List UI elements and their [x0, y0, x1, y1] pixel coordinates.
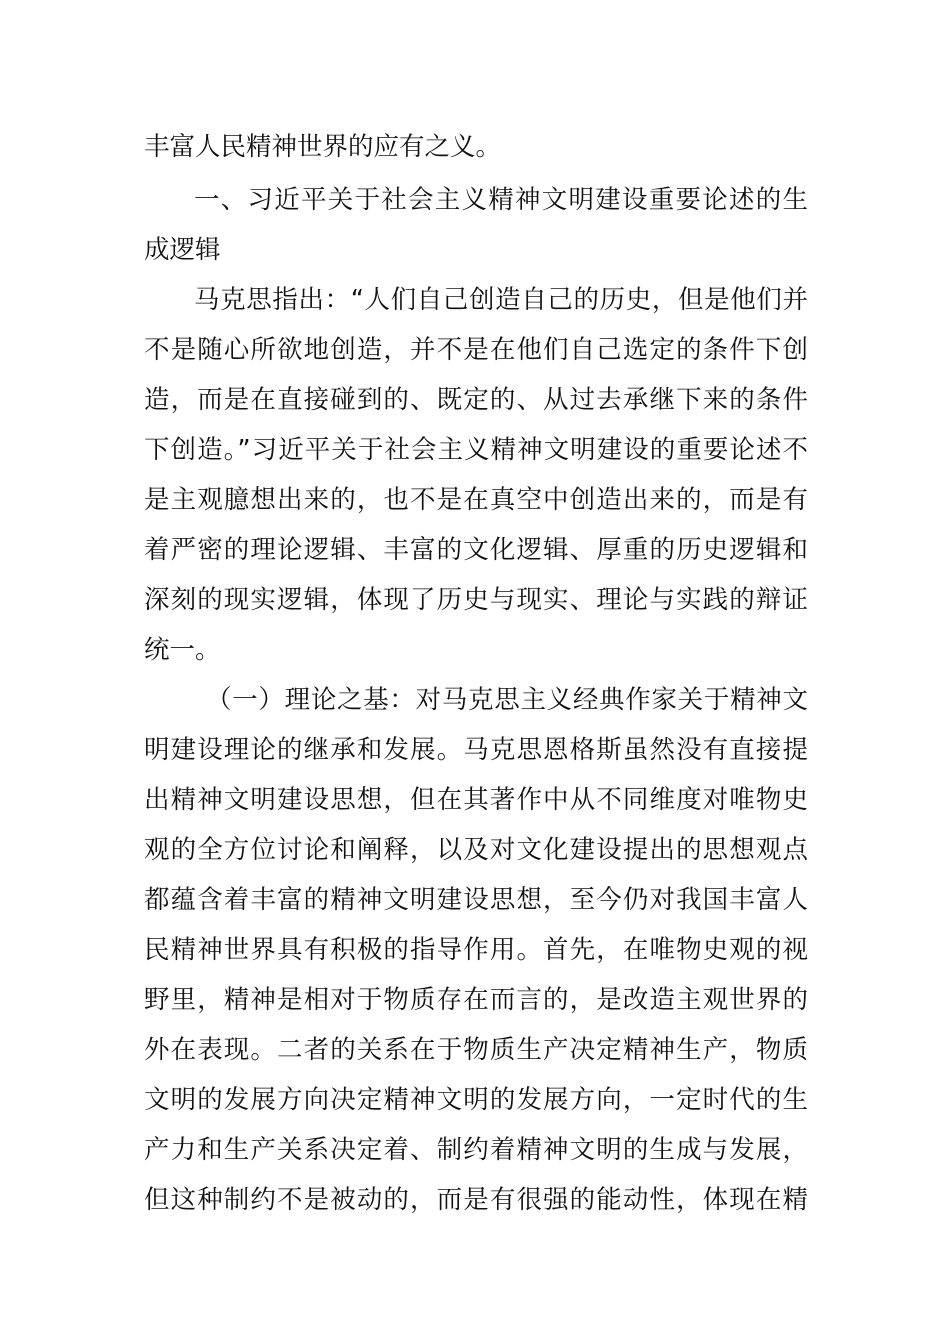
text-line: 造，而是在直接碰到的、既定的、从过去承继下来的条件: [144, 385, 808, 415]
text-line: 野里，精神是相对于物质存在而言的，是改造主观世界的: [144, 985, 808, 1015]
section-heading: 一、习近平关于社会主义精神文明建设重要论述的生: [194, 185, 808, 215]
text-line: 统一。: [144, 635, 221, 665]
text-line: 产力和生产关系决定着、制约着精神文明的生成与发展，: [144, 1135, 808, 1165]
text-line: 深刻的现实逻辑，体现了历史与现实、理论与实践的辩证: [144, 585, 808, 615]
text-line: 文明的发展方向决定精神文明的发展方向，一定时代的生: [144, 1085, 808, 1115]
text-line: 下创造。”习近平关于社会主义精神文明建设的重要论述不: [144, 435, 808, 465]
text-line: 都蕴含着丰富的精神文明建设思想，至今仍对我国丰富人: [144, 885, 808, 915]
text-line: 马克思指出：“人们自己创造自己的历史，但是他们并: [194, 285, 808, 315]
text-line: 民精神世界具有积极的指导作用。首先，在唯物史观的视: [144, 935, 808, 965]
subsection-heading: （一）理论之基：对马克思主义经典作家关于精神文: [206, 685, 808, 715]
text-line: 不是随心所欲地创造，并不是在他们自己选定的条件下创: [144, 335, 808, 365]
text-line: 但这种制约不是被动的，而是有很强的能动性，体现在精: [144, 1185, 808, 1215]
text-line: 出精神文明建设思想，但在其著作中从不同维度对唯物史: [144, 785, 808, 815]
text-line: 明建设理论的继承和发展。马克思恩格斯虽然没有直接提: [144, 735, 808, 765]
text-line: 着严密的理论逻辑、丰富的文化逻辑、厚重的历史逻辑和: [144, 535, 808, 565]
text-line: 是主观臆想出来的，也不是在真空中创造出来的，而是有: [144, 485, 808, 515]
section-heading-continued: 成逻辑: [144, 235, 221, 265]
text-line: 观的全方位讨论和阐释，以及对文化建设提出的思想观点: [144, 835, 808, 865]
text-line: 丰富人民精神世界的应有之义。: [144, 132, 502, 162]
text-line: 外在表现。二者的关系在于物质生产决定精神生产，物质: [144, 1035, 808, 1065]
